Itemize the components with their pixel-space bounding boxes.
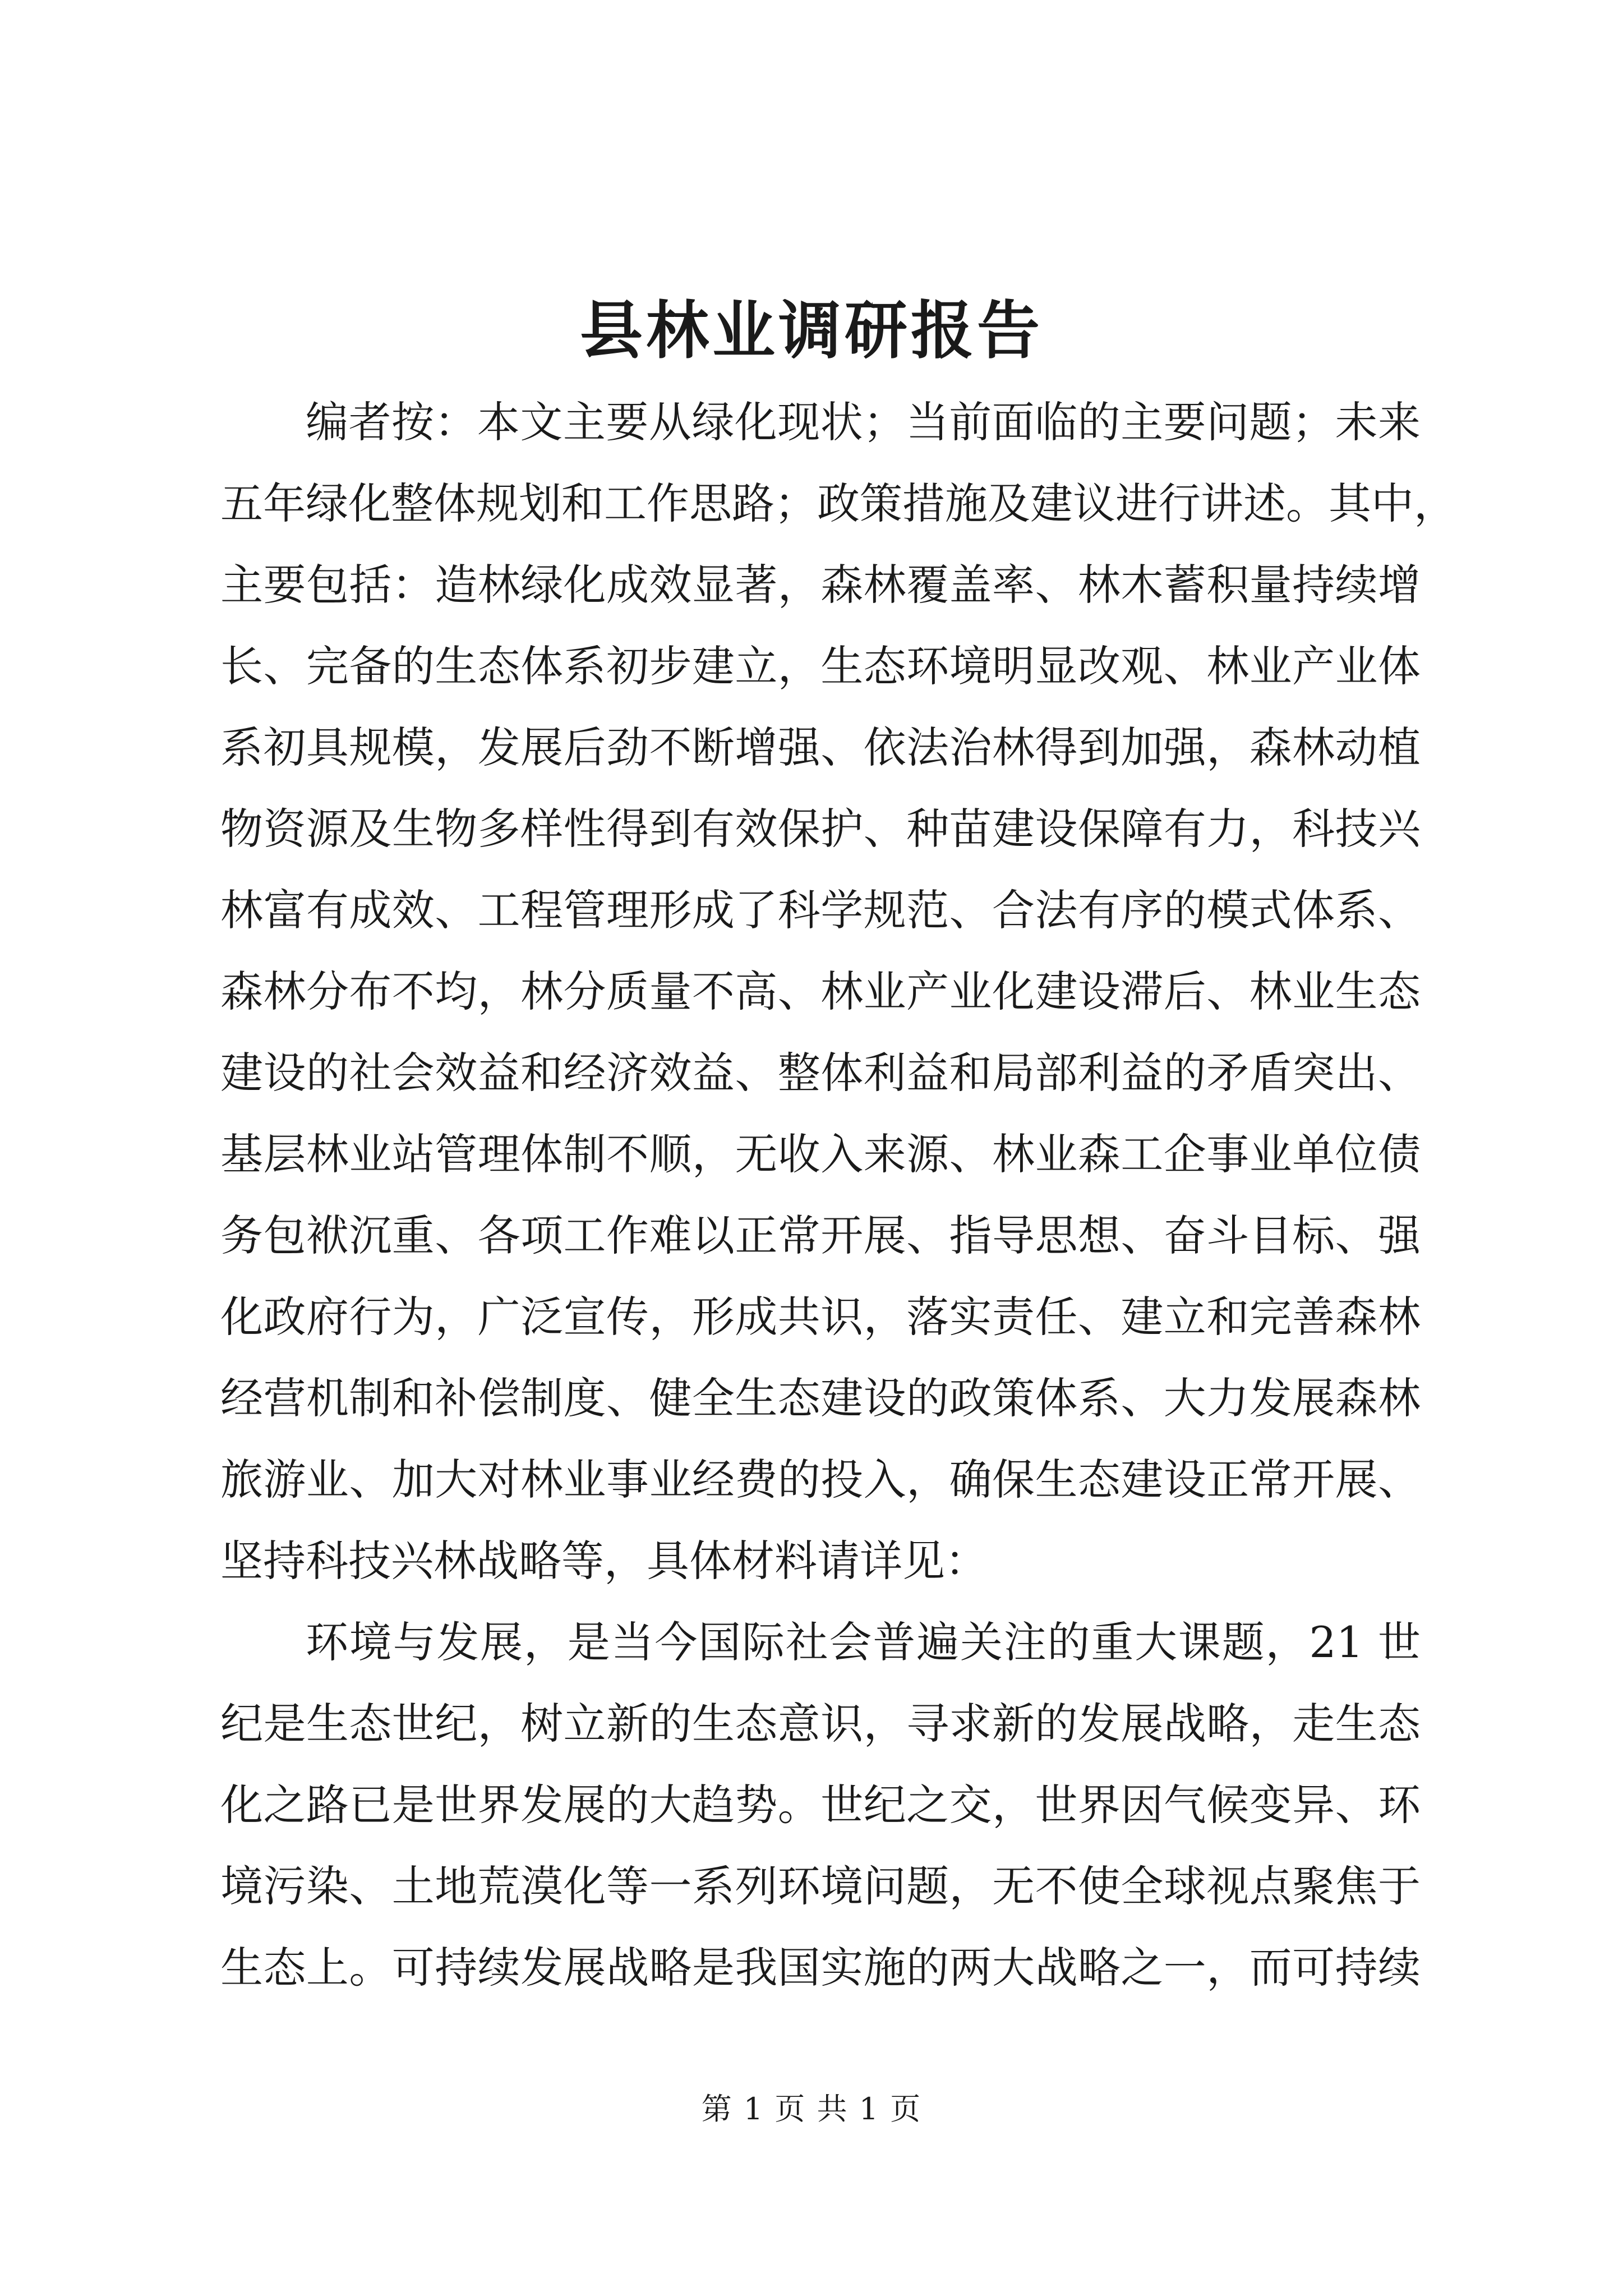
text-line: 环境与发展，是当今国际社会普遍关注的重大课题，21 世 — [306, 1617, 1421, 1667]
document-title: 县林业调研报告 — [580, 294, 1043, 367]
text-line: 建设的社会效益和经济效益、整体利益和局部利益的矛盾突出、 — [220, 1048, 1421, 1098]
text-line: 系初具规模，发展后劲不断增强、依法治林得到加强，森林动植 — [220, 723, 1421, 772]
text-line: 五年绿化整体规划和工作思路；政策措施及建议进行讲述。其中， — [220, 478, 1456, 528]
text-line: 森林分布不均，林分质量不高、林业产业化建设滞后、林业生态 — [220, 967, 1421, 1016]
text-line: 坚持科技兴林战略等，具体材料请详见： — [220, 1536, 988, 1586]
text-line: 化之路已是世界发展的大趋势。世纪之交，世界因气候变异、环 — [220, 1780, 1421, 1830]
paragraph-body — [220, 1602, 1421, 2008]
text-line: 编者按：本文主要从绿化现状；当前面临的主要问题；未来 — [306, 397, 1421, 447]
text-line: 化政府行为，广泛宣传，形成共识，落实责任、建立和完善森林 — [220, 1292, 1421, 1342]
text-line: 经营机制和补偿制度、健全生态建设的政策体系、大力发展森林 — [220, 1373, 1421, 1423]
text-line: 主要包括：造林绿化成效显著，森林覆盖率、林木蓄积量持续增 — [220, 560, 1421, 610]
paragraph-editor-note — [220, 381, 1456, 1602]
document-body — [220, 381, 1456, 2008]
text-line: 旅游业、加大对林业事业经费的投入，确保生态建设正常开展、 — [220, 1455, 1421, 1504]
text-line: 务包袱沉重、各项工作难以正常开展、指导思想、奋斗目标、强 — [220, 1211, 1421, 1260]
text-line: 林富有成效、工程管理形成了科学规范、合法有序的模式体系、 — [220, 885, 1421, 935]
text-line: 基层林业站管理体制不顺，无收入来源、林业森工企事业单位债 — [220, 1129, 1421, 1179]
text-line: 物资源及生物多样性得到有效保护、种苗建设保障有力，科技兴 — [220, 804, 1421, 854]
page-footer: 第 1 页 共 1 页 — [701, 2091, 922, 2127]
text-line: 长、完备的生态体系初步建立，生态环境明显改观、林业产业体 — [220, 641, 1421, 691]
text-line: 境污染、土地荒漠化等一系列环境问题，无不使全球视点聚焦于 — [220, 1861, 1421, 1911]
text-line: 生态上。可持续发展战略是我国实施的两大战略之一，而可持续 — [220, 1943, 1421, 1993]
text-line: 纪是生态世纪，树立新的生态意识，寻求新的发展战略，走生态 — [220, 1699, 1421, 1749]
